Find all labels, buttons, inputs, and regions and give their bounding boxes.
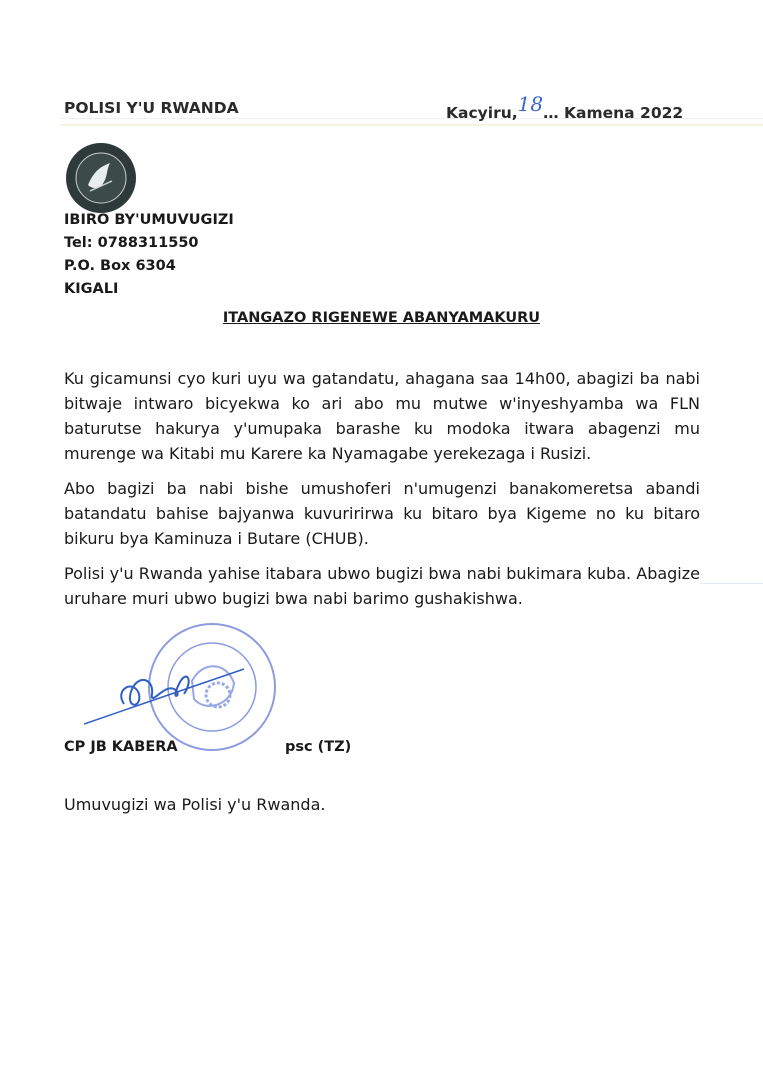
police-logo xyxy=(64,141,138,219)
paragraph-1: Ku gicamunsi cyo kuri uyu wa gatandatu, ahagana saa 14h00, abagizi ba nabi bitwaje intwaro bicyekwa ko ari abo mu mutwe w'inyeshyamba wa FLN baturutse hakurya y'umupaka barashe ku modoka itwara abagenzi mu murenge wa Kitabi mu Karere ka Nyamagabe yerekezaga i Rusizi. xyxy=(64,369,700,463)
handwritten-day: 18 xyxy=(517,92,544,116)
header-rule xyxy=(60,124,763,126)
address-block xyxy=(64,209,234,301)
paragraph-3: Polisi y'u Rwanda yahise itabara ubwo bugizi bwa nabi bukimara kuba. Abagize uruhare muri ubwo bugizi bwa nabi barimo gushakishwa. xyxy=(64,564,700,608)
document-title: ITANGAZO RIGENEWE ABANYAMAKURU xyxy=(222,310,541,326)
telephone: Tel: 0788311550 xyxy=(64,235,199,251)
date-line xyxy=(446,92,684,123)
signature xyxy=(84,649,254,733)
date-dots: … xyxy=(543,104,559,122)
signatory-name: CP JB KABERA xyxy=(64,739,178,755)
date-prefix: Kacyiru, xyxy=(446,104,518,122)
paragraph-2: Abo bagizi ba nabi bishe umushoferi n'umugenzi banakomeretsa abandi batandatu bahise bajyanwa kuvuririrwa ku bitaro bya Kigeme no ku bitaro bikuru bya Kaminuza i Butare (CHUB). xyxy=(64,479,700,548)
office-name: IBIRO BY'UMUVUGIZI xyxy=(64,212,234,228)
city: KIGALI xyxy=(64,281,119,297)
organization-name: POLISI Y'U RWANDA xyxy=(64,99,239,117)
signatory-suffix: psc (TZ) xyxy=(285,739,352,755)
po-box: P.O. Box 6304 xyxy=(64,258,176,274)
letter-body xyxy=(64,366,700,814)
signature-area xyxy=(64,621,700,739)
scan-line xyxy=(700,583,763,584)
signatory-line xyxy=(64,739,700,761)
closing-title: Umuvugizi wa Polisi y'u Rwanda. xyxy=(64,795,326,814)
date-suffix: Kamena 2022 xyxy=(558,104,684,122)
